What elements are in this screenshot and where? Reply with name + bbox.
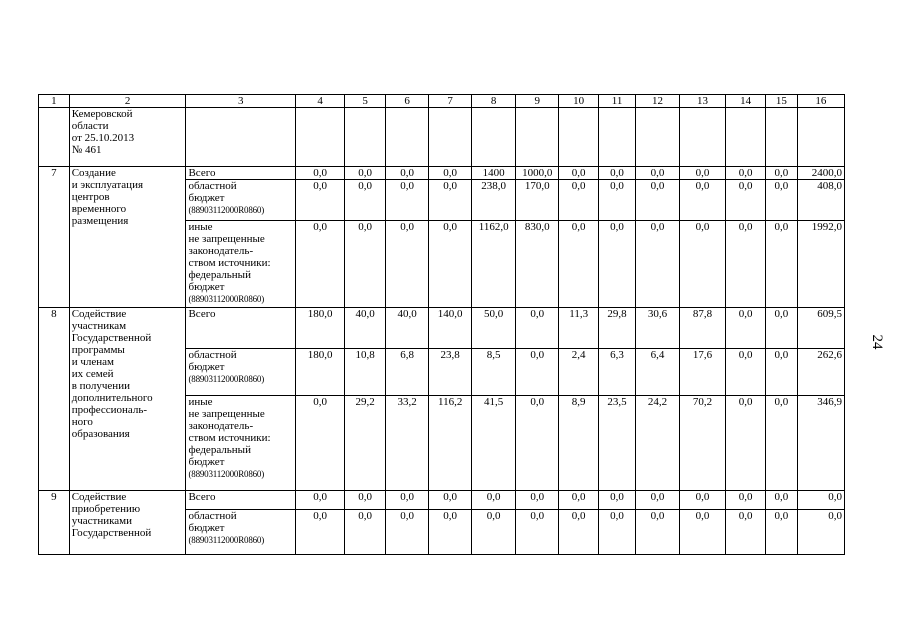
value-cell: 0,0: [797, 510, 844, 555]
empty-cell: [39, 108, 70, 167]
value-cell: 2400,0: [797, 167, 844, 180]
value-cell: 0,0: [429, 491, 472, 510]
row-number: 7: [39, 167, 70, 308]
value-cell: 0,0: [345, 491, 386, 510]
value-cell: 0,0: [726, 396, 766, 491]
funding-source: [186, 491, 296, 510]
value-cell: 0,0: [345, 180, 386, 221]
measure-name: Содействие участникам Государственной программы и членам их семей в получении дополнительного профессиональ- ного образования: [69, 308, 186, 491]
value-cell: 0,0: [516, 349, 559, 396]
funding-source-label: иные не запрещенные законодатель- ством источники: федеральный бюджет: [188, 221, 271, 293]
funding-source: [186, 510, 296, 555]
value-cell: 0,0: [726, 491, 766, 510]
value-cell: 0,0: [429, 221, 472, 308]
value-cell: 0,0: [516, 308, 559, 349]
empty-cell: [516, 108, 559, 167]
budget-code: (88903112000R0860): [188, 205, 265, 215]
value-cell: 0,0: [386, 491, 429, 510]
header-row: [39, 95, 845, 108]
value-cell: 0,0: [559, 510, 599, 555]
value-cell: 238,0: [472, 180, 516, 221]
budget-table: [38, 94, 845, 555]
value-cell: 8,9: [559, 396, 599, 491]
value-cell: 346,9: [797, 396, 844, 491]
value-cell: 0,0: [726, 167, 766, 180]
value-cell: 0,0: [635, 221, 679, 308]
value-cell: 1400: [472, 167, 516, 180]
funding-source: [186, 349, 296, 396]
value-cell: 0,0: [472, 510, 516, 555]
row-number: 8: [39, 308, 70, 491]
value-cell: 0,0: [296, 396, 345, 491]
value-cell: 0,0: [516, 491, 559, 510]
empty-cell: [429, 108, 472, 167]
empty-cell: [797, 108, 844, 167]
empty-cell: [296, 108, 345, 167]
value-cell: 0,0: [472, 491, 516, 510]
value-cell: 0,0: [296, 491, 345, 510]
header-cell: 8: [472, 95, 516, 108]
value-cell: 180,0: [296, 308, 345, 349]
value-cell: 23,8: [429, 349, 472, 396]
value-cell: 29,8: [599, 308, 636, 349]
value-cell: 0,0: [635, 180, 679, 221]
value-cell: 0,0: [680, 180, 726, 221]
value-cell: 2,4: [559, 349, 599, 396]
value-cell: 0,0: [345, 221, 386, 308]
header-cell: 4: [296, 95, 345, 108]
header-cell: 12: [635, 95, 679, 108]
value-cell: 30,6: [635, 308, 679, 349]
value-cell: 0,0: [386, 221, 429, 308]
row-number: 9: [39, 491, 70, 555]
value-cell: 11,3: [559, 308, 599, 349]
value-cell: 8,5: [472, 349, 516, 396]
header-cell: 14: [726, 95, 766, 108]
budget-code: (88903112000R0860): [188, 374, 265, 384]
value-cell: 0,0: [680, 221, 726, 308]
value-cell: 0,0: [296, 167, 345, 180]
value-cell: 0,0: [516, 510, 559, 555]
value-cell: 0,0: [726, 180, 766, 221]
value-cell: 0,0: [599, 221, 636, 308]
value-cell: 0,0: [296, 510, 345, 555]
empty-cell: [386, 108, 429, 167]
value-cell: 0,0: [599, 180, 636, 221]
header-cell: 9: [516, 95, 559, 108]
header-cell: 15: [766, 95, 798, 108]
funding-source-label: областной бюджет: [188, 349, 237, 373]
value-cell: 0,0: [559, 180, 599, 221]
value-cell: 0,0: [559, 491, 599, 510]
value-cell: 830,0: [516, 221, 559, 308]
value-cell: 0,0: [766, 491, 798, 510]
funding-source-label: Всего: [188, 308, 216, 320]
funding-source: [186, 221, 296, 308]
value-cell: 0,0: [429, 180, 472, 221]
value-cell: 0,0: [680, 510, 726, 555]
header-cell: 11: [599, 95, 636, 108]
value-cell: 0,0: [766, 396, 798, 491]
header-cell: 6: [386, 95, 429, 108]
value-cell: 0,0: [599, 491, 636, 510]
table-row: [39, 167, 845, 180]
funding-source: [186, 396, 296, 491]
value-cell: 1992,0: [797, 221, 844, 308]
value-cell: 40,0: [386, 308, 429, 349]
value-cell: 0,0: [429, 167, 472, 180]
value-cell: 180,0: [296, 349, 345, 396]
value-cell: 0,0: [797, 491, 844, 510]
value-cell: 29,2: [345, 396, 386, 491]
page-number: 24: [869, 334, 885, 350]
value-cell: 0,0: [726, 221, 766, 308]
header-cell: 3: [186, 95, 296, 108]
value-cell: 1000,0: [516, 167, 559, 180]
header-cell: 2: [69, 95, 186, 108]
value-cell: 609,5: [797, 308, 844, 349]
header-cell: 7: [429, 95, 472, 108]
budget-code: (88903112000R0860): [188, 535, 265, 545]
value-cell: 23,5: [599, 396, 636, 491]
value-cell: 0,0: [559, 167, 599, 180]
funding-source: [186, 180, 296, 221]
value-cell: 0,0: [680, 167, 726, 180]
value-cell: 6,4: [635, 349, 679, 396]
empty-cell: [680, 108, 726, 167]
budget-code: (88903112000R0860): [188, 469, 265, 479]
value-cell: 0,0: [766, 221, 798, 308]
value-cell: 0,0: [599, 167, 636, 180]
funding-source-label: иные не запрещенные законодатель- ством источники: федеральный бюджет: [188, 396, 271, 468]
value-cell: 140,0: [429, 308, 472, 349]
value-cell: 50,0: [472, 308, 516, 349]
value-cell: 0,0: [386, 510, 429, 555]
header-cell: 5: [345, 95, 386, 108]
value-cell: 87,8: [680, 308, 726, 349]
value-cell: 70,2: [680, 396, 726, 491]
funding-source-label: Всего: [188, 491, 216, 503]
table-row: [39, 491, 845, 510]
value-cell: 0,0: [516, 396, 559, 491]
value-cell: 0,0: [726, 349, 766, 396]
value-cell: 0,0: [635, 491, 679, 510]
header-cell: 1: [39, 95, 70, 108]
value-cell: 0,0: [296, 180, 345, 221]
value-cell: 0,0: [635, 167, 679, 180]
budget-code: (88903112000R0860): [188, 294, 265, 304]
value-cell: 24,2: [635, 396, 679, 491]
value-cell: 6,8: [386, 349, 429, 396]
value-cell: 0,0: [726, 308, 766, 349]
value-cell: 33,2: [386, 396, 429, 491]
value-cell: 0,0: [680, 491, 726, 510]
measure-name: Содействие приобретению участниками Государственной: [69, 491, 186, 555]
header-cell: 13: [680, 95, 726, 108]
empty-cell: [726, 108, 766, 167]
empty-cell: [472, 108, 516, 167]
value-cell: 0,0: [766, 180, 798, 221]
funding-source-label: областной бюджет: [188, 180, 237, 204]
value-cell: 0,0: [386, 180, 429, 221]
empty-cell: [766, 108, 798, 167]
measure-name: Создание и эксплуатация центров временного размещения: [69, 167, 186, 308]
value-cell: 408,0: [797, 180, 844, 221]
value-cell: 262,6: [797, 349, 844, 396]
value-cell: 0,0: [766, 510, 798, 555]
value-cell: 17,6: [680, 349, 726, 396]
funding-source-label: областной бюджет: [188, 510, 237, 534]
value-cell: 0,0: [429, 510, 472, 555]
value-cell: 0,0: [766, 167, 798, 180]
value-cell: 0,0: [766, 308, 798, 349]
value-cell: 0,0: [559, 221, 599, 308]
value-cell: 6,3: [599, 349, 636, 396]
header-cell: 16: [797, 95, 844, 108]
value-cell: 0,0: [635, 510, 679, 555]
value-cell: 170,0: [516, 180, 559, 221]
table-row: [39, 308, 845, 349]
value-cell: 40,0: [345, 308, 386, 349]
value-cell: 0,0: [345, 510, 386, 555]
value-cell: 0,0: [599, 510, 636, 555]
measures-body: [39, 167, 845, 555]
empty-cell: [599, 108, 636, 167]
header-cell: 10: [559, 95, 599, 108]
value-cell: 1162,0: [472, 221, 516, 308]
funding-source: [186, 167, 296, 180]
value-cell: 0,0: [345, 167, 386, 180]
empty-cell: [559, 108, 599, 167]
empty-cell: [635, 108, 679, 167]
value-cell: 41,5: [472, 396, 516, 491]
value-cell: 116,2: [429, 396, 472, 491]
continuation-text: Кемеровской области от 25.10.2013 № 461: [69, 108, 186, 167]
funding-source-label: Всего: [188, 167, 216, 179]
value-cell: 0,0: [766, 349, 798, 396]
value-cell: 0,0: [296, 221, 345, 308]
continuation-row: [39, 108, 845, 167]
value-cell: 0,0: [726, 510, 766, 555]
empty-cell: [345, 108, 386, 167]
empty-cell: [186, 108, 296, 167]
funding-source: [186, 308, 296, 349]
value-cell: 10,8: [345, 349, 386, 396]
value-cell: 0,0: [386, 167, 429, 180]
